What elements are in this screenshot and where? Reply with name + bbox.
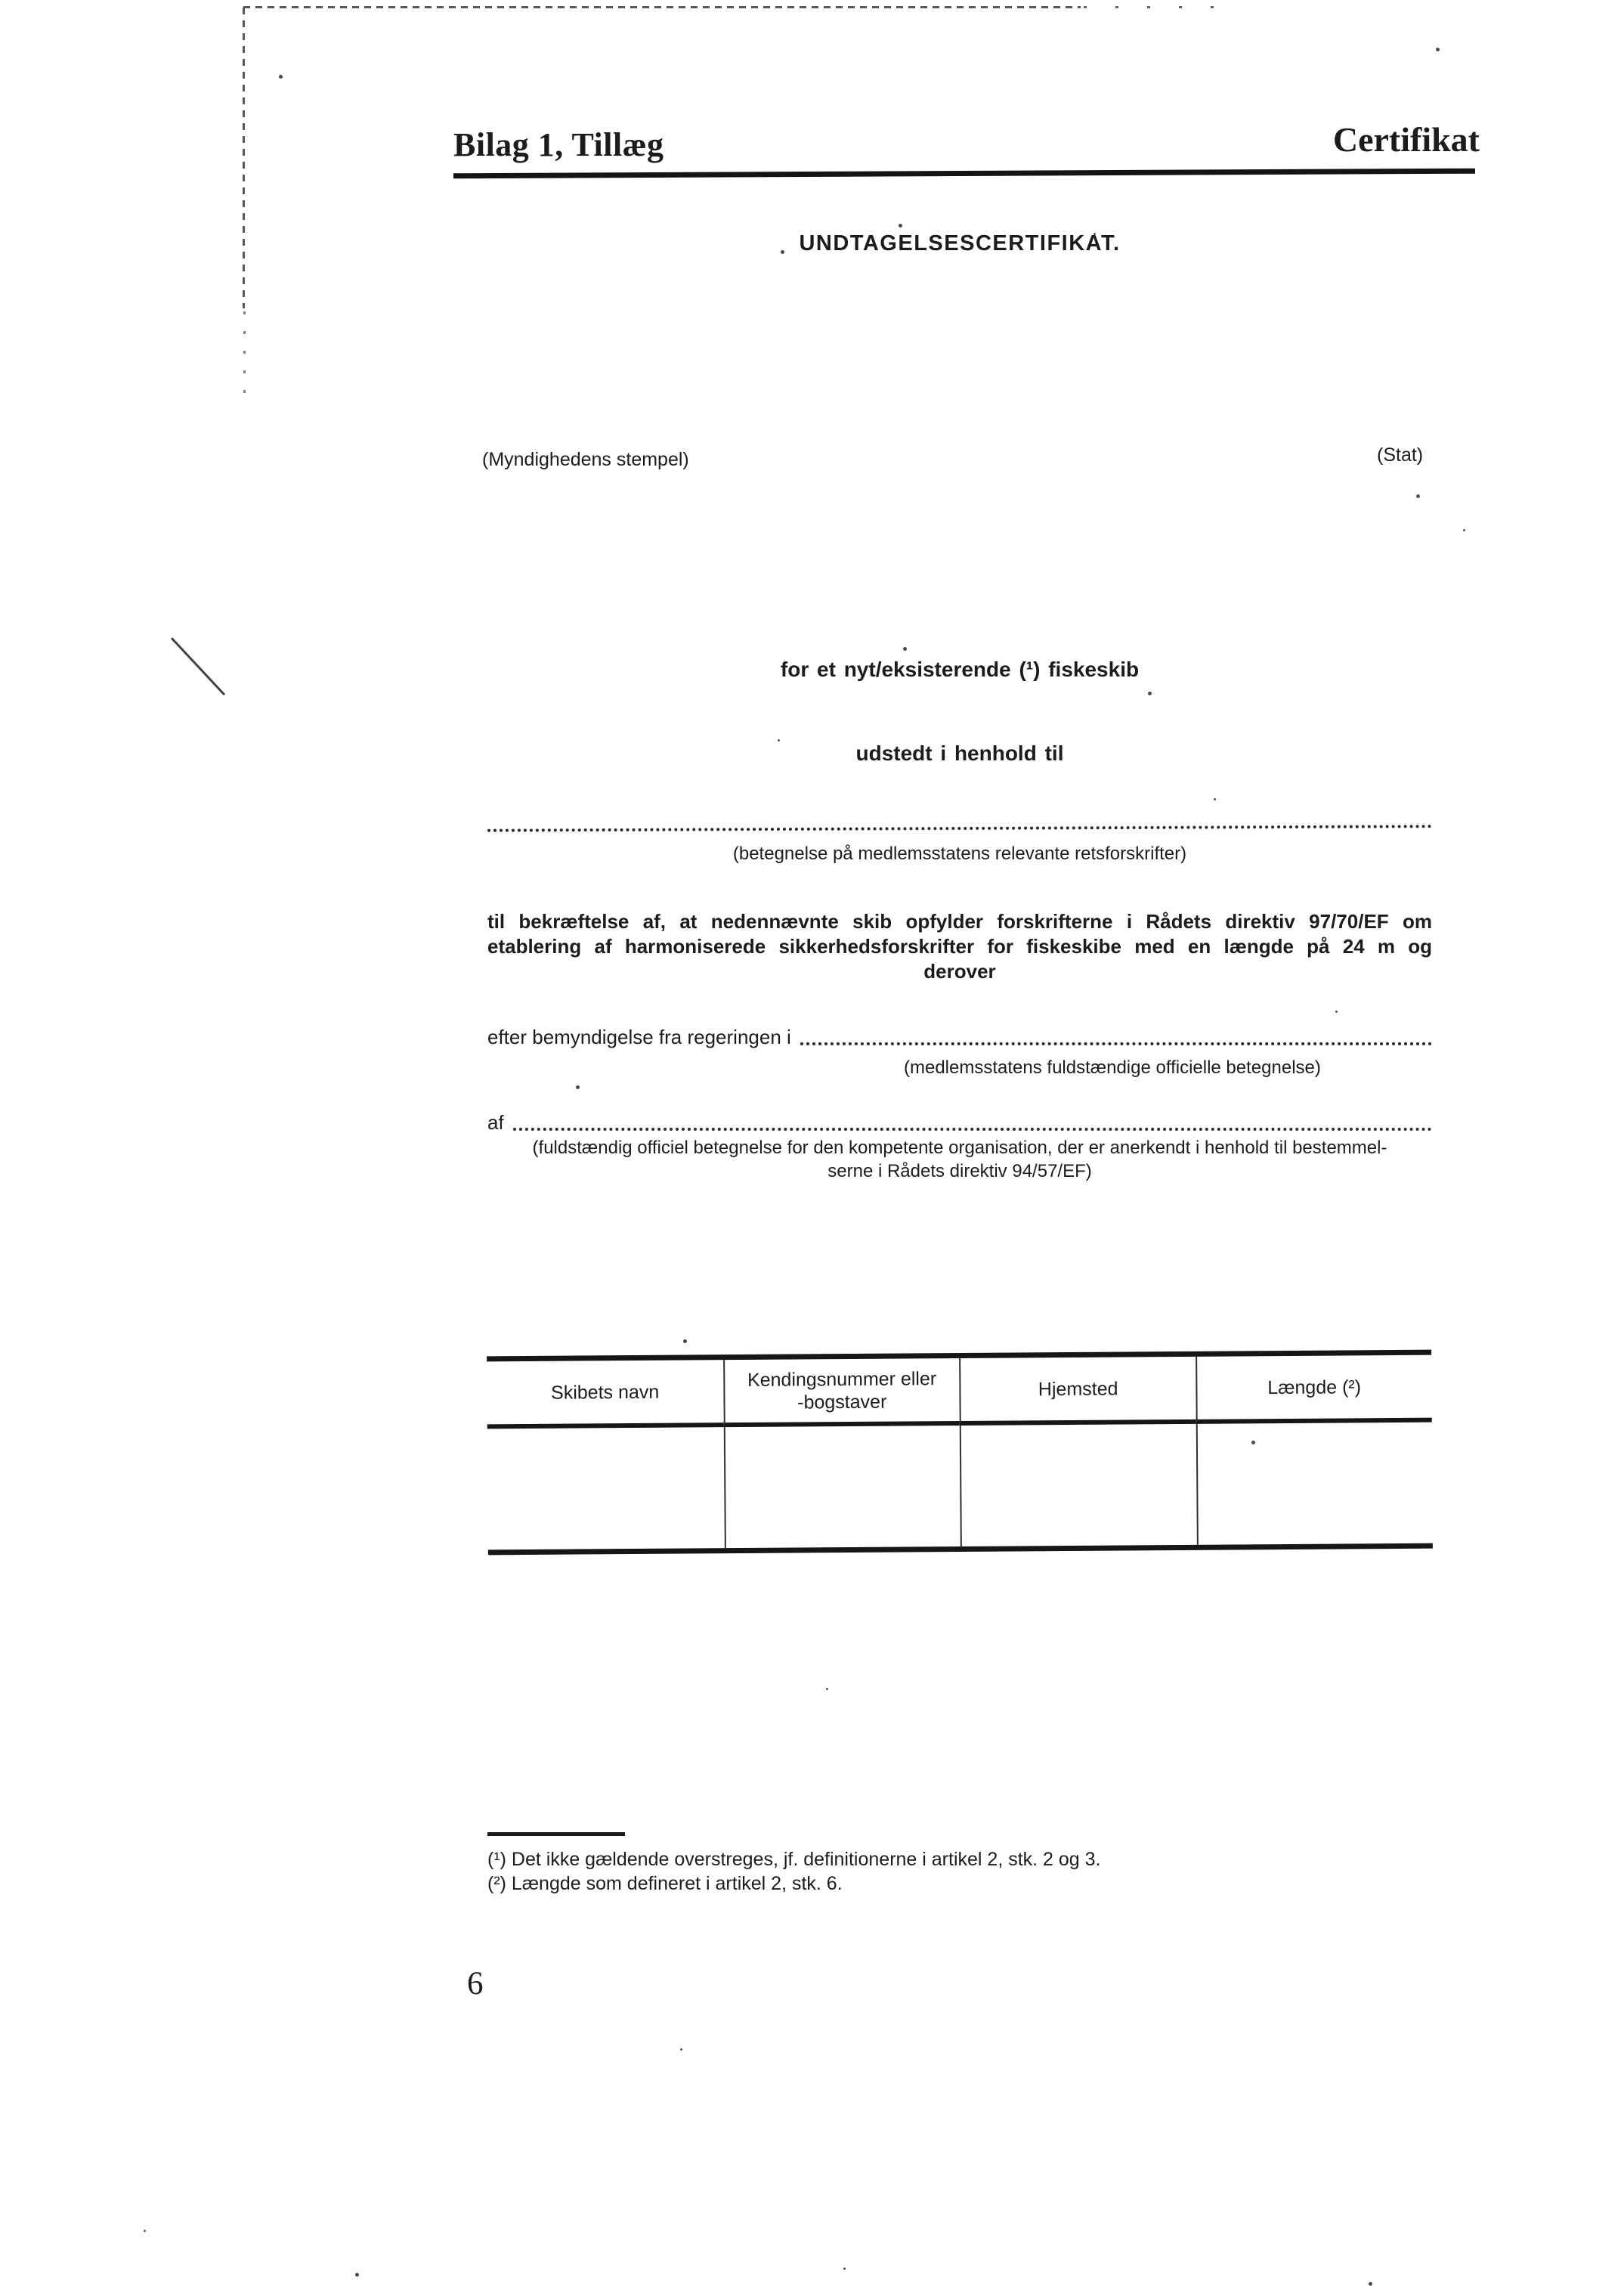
table-cell-ship-name [487,1427,725,1549]
scan-edge-dashed-line-left [243,8,245,308]
header-rule [453,169,1475,179]
confirmation-paragraph-line: derover [923,960,996,983]
authority-stamp-label: (Myndighedens stempel) [482,449,689,470]
page-number: 6 [467,1966,484,2001]
table-header-distinctive-number: Kendingsnummer eller -bogstaver [723,1358,960,1427]
issuer-caption-line: (fuldstændig officiel betegnelse for den kompetente organisation, der er anerkendt i henhold til bestemmel- [532,1138,1387,1158]
table-cell-length [1196,1423,1433,1545]
footnote-1: (¹) Det ikke gældende overstreges, jf. definitionerne i artikel 2, stk. 2 og 3. [487,1849,1101,1870]
table-cell-distinctive-number [723,1426,960,1548]
issued-pursuant-line: udstedt i henhold til [855,741,1064,765]
confirmation-paragraph-line: etablering af harmoniserede sikkerhedsforskrifter for fiskeskibe med en længde på 24 m og [487,935,1432,958]
issuer-caption-line: serne i Rådets direktiv 94/57/EF) [827,1161,1092,1181]
legislation-dotted-fill-line [487,808,1432,831]
issuer-caption [487,1136,1432,1183]
scan-edge-dashed-line-left-trail [243,311,246,402]
table-header-ship-name: Skibets navn [487,1360,723,1429]
issuer-label: af [487,1111,504,1134]
issuer-line [487,1111,1432,1135]
table-header-port-of-registry: Hjemsted [959,1357,1196,1426]
confirmation-paragraph-line: til bekræftelse af, at nedennævnte skib opfylder forskrifterne i Rådets direktiv 97/70/EF om [487,910,1432,933]
table-cell-port-of-registry [960,1424,1197,1546]
ship-type-line: for et nyt/eksisterende (¹) fiskeskib [780,658,1140,681]
authorization-label: efter bemyndigelse fra regeringen i [487,1026,791,1048]
state-label: (Stat) [1377,444,1424,466]
authorization-line [487,1026,1432,1049]
header-document-type: Certifikat [1332,120,1480,159]
table-body-row [487,1423,1433,1550]
scan-edge-dashed-line-top [243,6,1081,8]
issuer-dotted-fill-line [513,1113,1432,1131]
ship-particulars-table [487,1350,1433,1556]
footnote-2: (²) Længde som defineret i artikel 2, stk. 6. [487,1873,843,1894]
table-header-length: Længde (²) [1196,1355,1432,1424]
scan-diagonal-stroke [171,637,225,695]
authorization-caption: (medlemsstatens fuldstændige officielle betegnelse) [904,1057,1321,1078]
footnote-separator-rule [487,1832,625,1836]
scan-edge-dashed-line-top-trail [1084,6,1242,8]
legislation-blank-caption: (betegnelse på medlemsstatens relevante retsforskrifter) [732,844,1187,864]
header-annex-reference: Bilag 1, Tillæg [453,126,664,163]
scan-noise-dots [0,0,2,2]
authorization-dotted-fill-line [800,1027,1432,1045]
table-header-row [487,1355,1432,1429]
confirmation-paragraph [487,909,1432,984]
certificate-title: UNDTAGELSESCERTIFIKAT. [799,231,1121,255]
